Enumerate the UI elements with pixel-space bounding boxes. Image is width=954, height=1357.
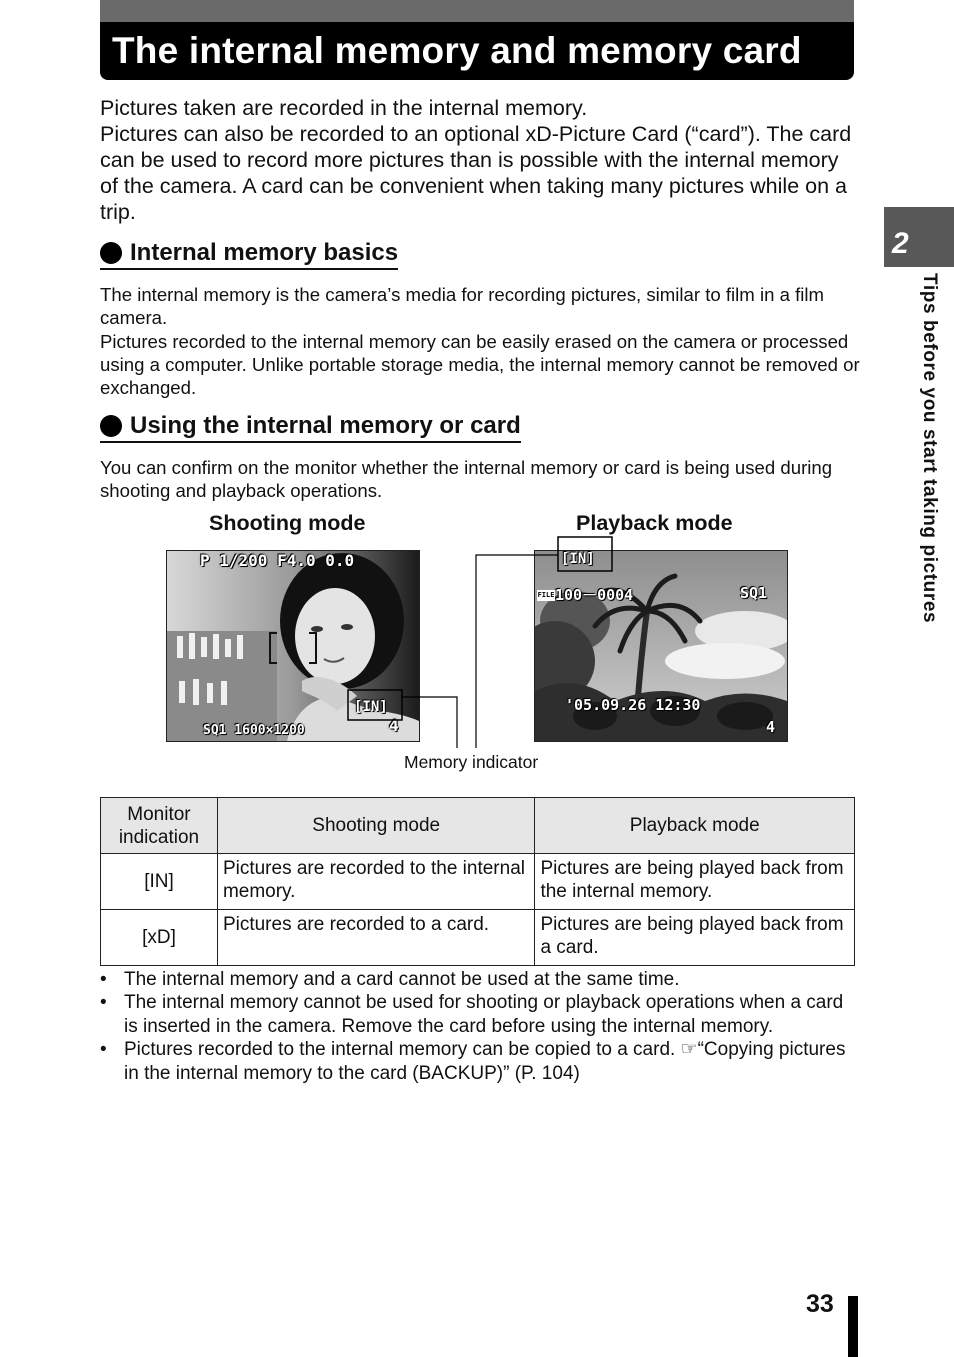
playback-mode-label: Playback mode (576, 511, 733, 535)
chapter-number: 2 (892, 227, 909, 260)
shooting-memory-indicator: [IN] (354, 699, 388, 715)
shooting-mode-label: Shooting mode (209, 511, 366, 535)
table-cell: Pictures are being played back from a card. (535, 910, 855, 966)
list-item: • The internal memory cannot be used for shooting or playback operations when a card is inserted in the camera. Remove the card before using the internal memory. (100, 992, 844, 1037)
file-icon: FILE (537, 591, 555, 599)
playback-quality: SQ1 (740, 584, 768, 602)
table-cell: Pictures are recorded to a card. (217, 910, 535, 966)
section-heading-text: Internal memory basics (130, 239, 399, 266)
intro-line-1: Pictures taken are recorded in the internal memory. (100, 96, 588, 120)
chapter-tab (884, 207, 954, 267)
chapter-label: Tips before you start taking pictures (919, 273, 940, 624)
page-number: 33 (806, 1290, 834, 1318)
shooting-quality-resolution: SQ1 1600×1200 (203, 723, 305, 738)
shooting-remaining-count: 4 (389, 716, 399, 735)
intro-line-2: Pictures can also be recorded to an optional xD-Picture Card (“card”). The card can be used to record more pictures than is possible with the internal memory of the camera. A card can be convenient when taking many pictures while on a trip. (100, 122, 852, 224)
table-header: Shooting mode (217, 798, 535, 854)
section1-paragraph: The internal memory is the camera’s media for recording pictures, similar to film in a film camera. (100, 284, 825, 329)
playback-memory-indicator: [IN] (561, 551, 595, 567)
list-item: • The internal memory and a card cannot be used at the same time. (100, 969, 680, 990)
table-header: Monitor indication (101, 798, 218, 854)
note-text: Pictures recorded to the internal memory can be copied to a card. ☞“Copying pictures in the internal memory to the card (BACKUP)” (P. 104) (124, 1039, 846, 1084)
page-number-bar (848, 1296, 858, 1357)
playback-frame-number: 4 (766, 718, 776, 736)
shooting-exposure-readout: P 1/200 F4.0 0.0 (200, 551, 355, 570)
table-cell: [IN] (101, 854, 218, 910)
section2-paragraph: You can confirm on the monitor whether the internal memory or card is being used during shooting and playback operations. (100, 457, 833, 502)
memory-indication-table (100, 797, 855, 966)
note-text: The internal memory cannot be used for shooting or playback operations when a card is inserted in the camera. Remove the card before using the internal memory. (124, 992, 844, 1037)
playback-file-text: 100－0004 (555, 586, 634, 604)
list-item: • Pictures recorded to the internal memory can be copied to a card. ☞“Copying pictures in the internal memory to the card (BACKUP)” (P. 104) (100, 1039, 846, 1084)
memory-indicator-caption: Memory indicator (404, 752, 539, 772)
table-cell: [xD] (101, 910, 218, 966)
page-title: The internal memory and memory card (112, 30, 802, 71)
table-header-row (101, 798, 855, 854)
section-heading-text: Using the internal memory or card (130, 412, 521, 439)
notes-list (100, 968, 860, 1085)
table-row (101, 910, 855, 966)
note-text: The internal memory and a card cannot be used at the same time. (124, 969, 680, 990)
section1-paragraph: Pictures recorded to the internal memory can be easily erased on the camera or processed using a computer. Unlike portable storage media, the internal memory cannot be removed or exchanged. (100, 330, 860, 399)
table-cell: Pictures are being played back from the internal memory. (535, 854, 855, 910)
playback-datetime: '05.09.26 12:30 (565, 696, 701, 714)
table-cell: Pictures are recorded to the internal memory. (217, 854, 535, 910)
table-row (101, 854, 855, 910)
table-header: Playback mode (535, 798, 855, 854)
